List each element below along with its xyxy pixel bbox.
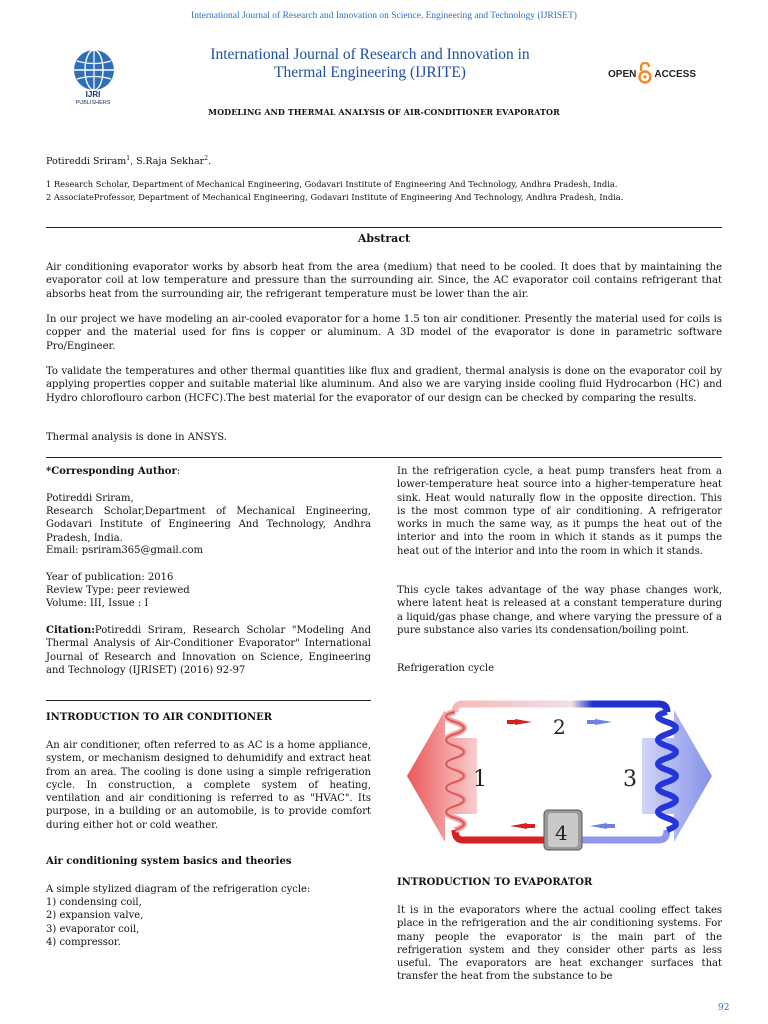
logo-label [60,90,126,108]
corr-label: *Corresponding Author [46,466,177,477]
divider [46,227,722,228]
citation-text: Potireddi Sriram, Research Scholar "Modeling And Thermal Analysis of Air-Conditioner Evaporator" International Journal of Research and Innovation on Science, Engineering and Technology (IJRISET) (2016) 92-97 [46,625,371,676]
author-end: . [208,156,212,168]
pub-year: Year of publication: 2016 [46,572,174,583]
logo-sub: PUBLISHERS [75,100,111,106]
figure-label-4: 4 [555,821,568,845]
evaporator-heading: INTRODUCTION TO EVAPORATOR [397,877,593,888]
basics-intro: A simple stylized diagram of the refrigeration cycle: [46,884,311,895]
figure-label-2: 2 [553,715,566,739]
affiliation-2: 2 AssociateProfessor, Department of Mechanical Engineering, Godavari Institute of Engineering And Technology, Andhra Pradesh, India. [46,191,624,202]
citation [46,624,371,677]
corr-affiliation: Research Scholar,Department of Mechanical Engineering, Godavari Institute of Engineering And Technology, Andhra Pradesh, India. [46,506,371,544]
review-type: Review Type: peer reviewed [46,585,190,596]
paper-title: MODELING AND THERMAL ANALYSIS OF AIR-CONDITIONER EVAPORATOR [208,107,560,117]
journal-name-line2: Thermal Engineering (IJRITE) [274,64,466,81]
list-item: 1) condensing coil, [46,897,142,908]
journal-name [150,46,590,82]
divider [46,457,722,458]
list-item: 4) compressor. [46,936,121,948]
abstract-para-1: Air conditioning evaporator works by absorb heat from the area (medium) that need to be cooled. It does that by maintaining the evaporator coil at low temperature and pressure than the surrounding air. Since, the AC evaporator coil contains refrigerant that absorbs heat from the surrounding air, the refrigerant temperature must be lower than the air. [46,262,722,300]
authors [46,155,211,167]
refrigeration-para-2: This cycle takes advantage of the way phase changes work, where latent heat is released at a constant temperature during a liquid/gas phase change, and where varying the pressure of a pure substance also varies its condensation/boiling point. [397,585,722,636]
volume: Volume: III, Issue : I [46,598,149,609]
abstract-para-4: Thermal analysis is done in ANSYS. [46,432,227,443]
open-access-badge [608,62,696,87]
abstract-para-2: In our project we have modeling an air-cooled evaporator for a home 1.5 ton air conditioner. Presently the material used for coils is copper and the material used for fins is copper or aluminum. A 3D model of the evaporator is done in parametric software Pro/Engineer. [46,314,722,352]
abstract-heading: Abstract [357,232,411,245]
abstract-para-3: To validate the temperatures and other thermal quantities like flux and gradient, thermal analysis is done on the evaporator coil by applying properties copper and suitable material like aluminum. And also we are varying inside cooling fluid Hydrocarbon (HC) and Hydro chloroflouro carbon (HCFC).The best material for the evaporator of our design can be checked by comparing the results. [46,366,722,404]
author-2-sup: 2 [204,155,209,162]
journal-top-line: International Journal of Research and Innovation on Science, Engineering and Technology (IJRISET) [191,11,577,21]
intro-heading: INTRODUCTION TO AIR CONDITIONER [46,712,273,723]
cycle-list [46,896,371,949]
corr-name: Potireddi Sriram, [46,493,134,504]
author-1: Potireddi Sriram [46,156,127,168]
refrigeration-cycle-figure [397,690,722,862]
corresponding-author [46,465,371,478]
logo-name: IJRI [85,90,101,99]
affiliation-1: 1 Research Scholar, Department of Mechanical Engineering, Godavari Institute of Engineering And Technology, Andhra Pradesh, India. [46,179,618,189]
figure-caption: Refrigeration cycle [397,663,495,674]
author-2: S.Raja Sekhar [136,156,205,168]
open-access-text1: OPEN [608,69,637,80]
open-lock-icon [638,62,652,87]
basics-heading: Air conditioning system basics and theories [46,856,292,867]
refrigeration-para-1: In the refrigeration cycle, a heat pump transfers heat from a lower-temperature heat source into a higher-temperature heat sink. Heat would naturally flow in the opposite direction. This is the most common type of air conditioning. A refrigerator works in much the same way, as it pumps the heat out of the interior and into the room in which it stands as it pumps the heat out of the interior and into the room in which it stands. [397,466,722,557]
corr-colon: : [176,466,181,477]
page-number: 92 [718,1003,730,1013]
author-1-sup: 1 [126,155,131,162]
figure-label-3: 3 [623,767,637,792]
citation-label: Citation: [46,625,95,636]
list-item: 2) expansion valve, [46,910,144,922]
divider [46,700,371,701]
intro-paragraph: An air conditioner, often referred to as AC is a home appliance, system, or mechanism designed to dehumidify and extract heat from an area. The cooling is done using a simple refrigeration cycle. In construction, a complete system of heating, ventilation and air conditioning is referred to as "HVAC". Its purpose, in a building or an automobile, is to provide comfort during either hot or cold weather. [46,740,371,831]
affiliations [46,178,623,203]
corr-email: Email: psriram365@gmail.com [46,545,204,556]
journal-name-line1: International Journal of Research and Innovation in [210,46,530,63]
open-access-text2: ACCESS [654,69,697,80]
evaporator-paragraph: It is in the evaporators where the actual cooling effect takes place in the refrigeration and the air conditioning systems. For many people the evaporator is the main part of the refrigeration system and they consider other parts as less useful. The evaporators are heat exchanger surfaces that transfer the heat from the substance to be [397,905,722,983]
figure-label-1: 1 [473,767,487,792]
list-item: 3) evaporator coil, [46,923,140,935]
author-sep: , [130,156,137,168]
